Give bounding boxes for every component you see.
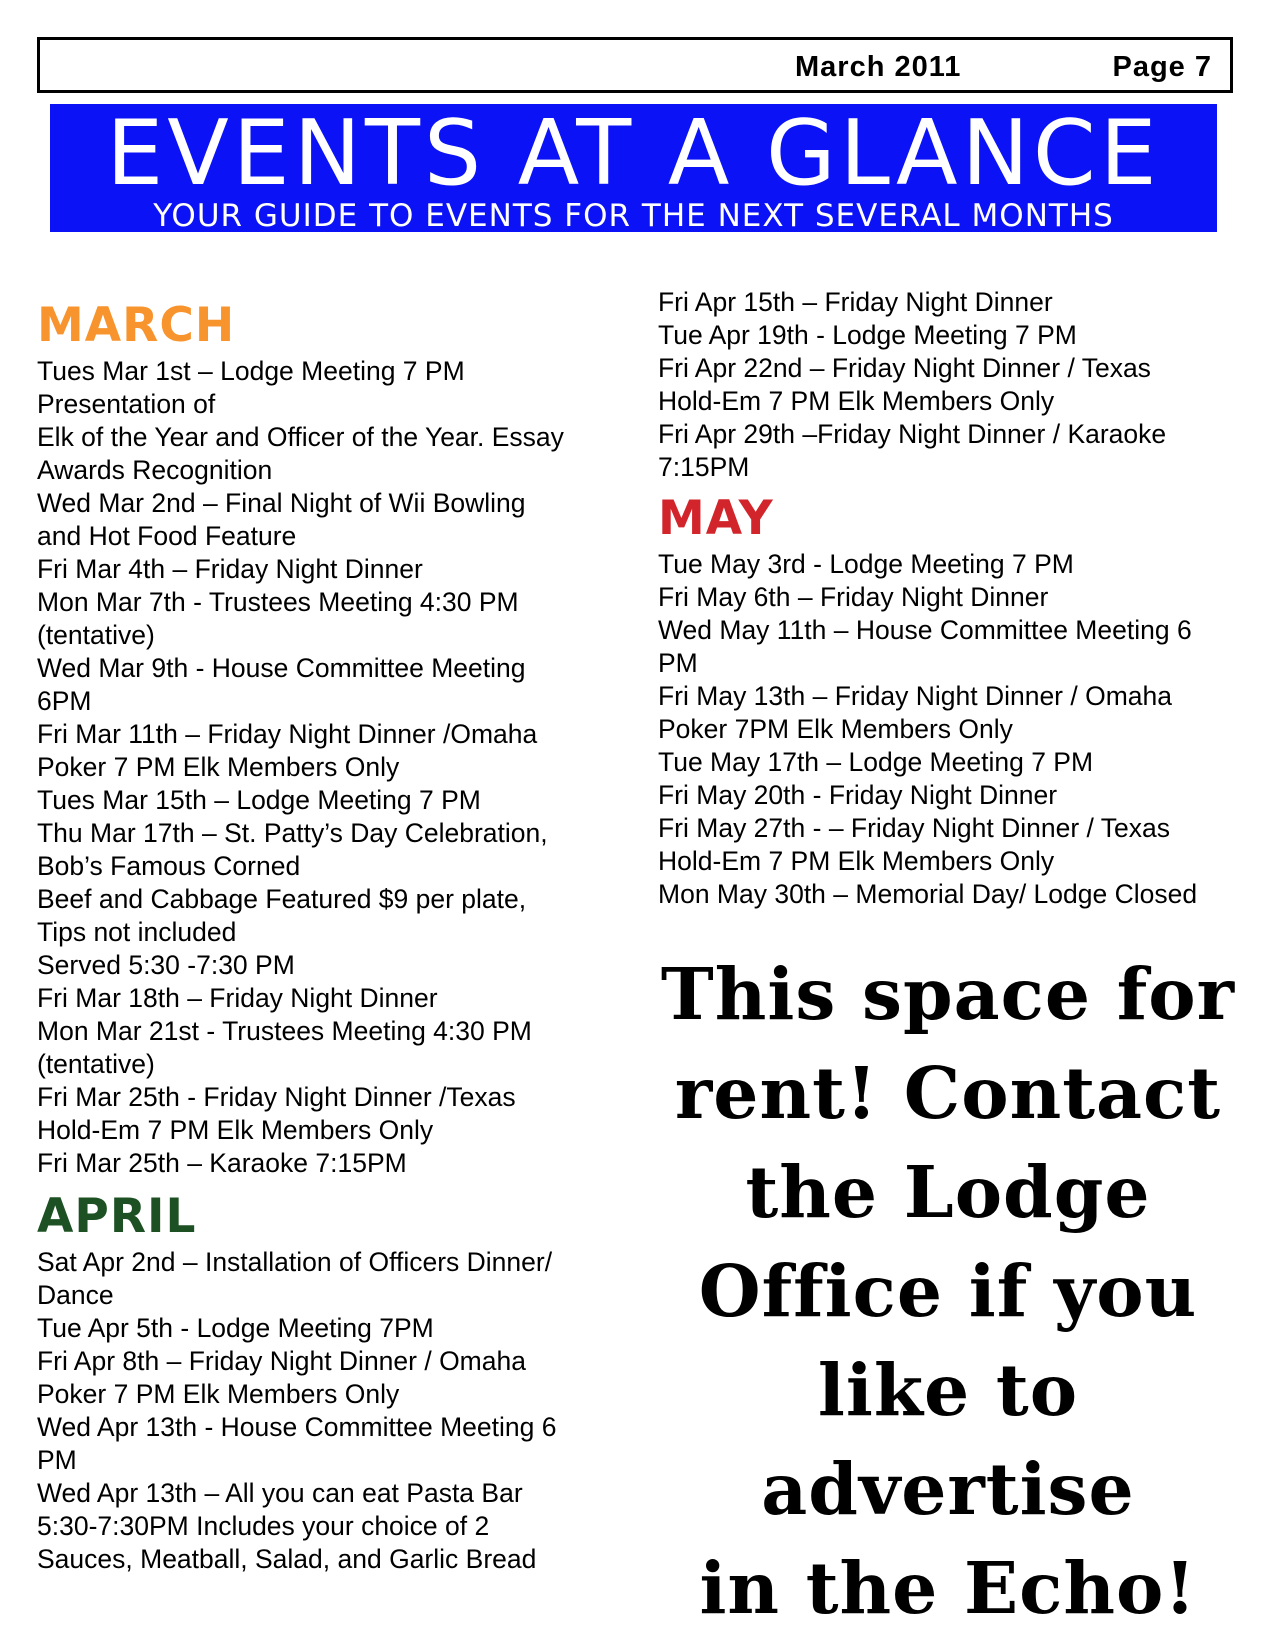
march-event-line: Poker 7 PM Elk Members Only bbox=[37, 752, 400, 782]
may-event-line: Fri May 27th - – Friday Night Dinner / Texas bbox=[658, 813, 1171, 843]
march-event-line: Tues Mar 1st – Lodge Meeting 7 PM bbox=[37, 356, 465, 386]
march-event-line: Elk of the Year and Officer of the Year. Essay bbox=[37, 422, 564, 452]
april-events-continued bbox=[658, 286, 1258, 484]
march-event-line: Mon Mar 21st - Trustees Meeting 4:30 PM bbox=[37, 1016, 532, 1046]
banner-subtitle: YOUR GUIDE TO EVENTS FOR THE NEXT SEVERAL MONTHS bbox=[153, 198, 1114, 232]
march-event-line: Presentation of bbox=[37, 389, 216, 419]
may-event-line: Poker 7PM Elk Members Only bbox=[658, 714, 1013, 744]
left-column bbox=[37, 297, 637, 1576]
april-events bbox=[37, 1246, 637, 1576]
march-event-line: Fri Mar 25th - Friday Night Dinner /Texas bbox=[37, 1082, 516, 1112]
may-event-line: Tue May 3rd - Lodge Meeting 7 PM bbox=[658, 549, 1074, 579]
may-event-line: PM bbox=[658, 648, 698, 678]
month-heading-march: MARCH bbox=[37, 298, 236, 353]
april-event-line: Hold-Em 7 PM Elk Members Only bbox=[658, 386, 1055, 416]
march-event-line: Fri Mar 18th – Friday Night Dinner bbox=[37, 983, 438, 1013]
march-event-line: 6PM bbox=[37, 686, 92, 716]
march-event-line: (tentative) bbox=[37, 620, 155, 650]
right-column bbox=[658, 286, 1258, 911]
month-heading-may: MAY bbox=[658, 491, 774, 546]
may-event-line: Mon May 30th – Memorial Day/ Lodge Closed bbox=[658, 879, 1198, 909]
ad-line: the Lodge bbox=[745, 1150, 1151, 1234]
month-heading-april: APRIL bbox=[37, 1189, 197, 1244]
march-event-line: Beef and Cabbage Featured $9 per plate, bbox=[37, 884, 527, 914]
april-event-line: 5:30-7:30PM Includes your choice of 2 bbox=[37, 1511, 490, 1541]
may-event-line: Fri May 20th - Friday Night Dinner bbox=[658, 780, 1058, 810]
ad-line: in the Echo! bbox=[699, 1546, 1197, 1630]
march-event-line: Wed Mar 9th - House Committee Meeting bbox=[37, 653, 526, 683]
may-event-line: Fri May 6th – Friday Night Dinner bbox=[658, 582, 1049, 612]
march-event-line: Bob’s Famous Corned bbox=[37, 851, 301, 881]
march-events bbox=[37, 355, 637, 1180]
march-event-line: Mon Mar 7th - Trustees Meeting 4:30 PM bbox=[37, 587, 519, 617]
page-header bbox=[37, 37, 1233, 93]
march-event-line: Fri Mar 11th – Friday Night Dinner /Omaha bbox=[37, 719, 538, 749]
banner-title: EVENTS AT A GLANCE bbox=[106, 104, 1161, 206]
april-event-line: Fri Apr 22nd – Friday Night Dinner / Texas bbox=[658, 353, 1151, 383]
april-event-line: Poker 7 PM Elk Members Only bbox=[37, 1379, 400, 1409]
march-event-line: Thu Mar 17th – St. Patty’s Day Celebration, bbox=[37, 818, 548, 848]
ad-line: like to advertise bbox=[761, 1348, 1135, 1531]
march-event-line: Awards Recognition bbox=[37, 455, 273, 485]
ad-line: This space for bbox=[660, 952, 1236, 1036]
april-event-line: Sauces, Meatball, Salad, and Garlic Bread bbox=[37, 1544, 537, 1574]
april-event-line: Fri Apr 29th –Friday Night Dinner / Karaoke bbox=[658, 419, 1167, 449]
march-event-line: (tentative) bbox=[37, 1049, 155, 1079]
april-event-line: Sat Apr 2nd – Installation of Officers Dinner/ bbox=[37, 1247, 553, 1277]
ad-line: Office if you bbox=[698, 1249, 1198, 1333]
april-event-line: Tue Apr 19th - Lodge Meeting 7 PM bbox=[658, 320, 1077, 350]
march-event-line: Served 5:30 -7:30 PM bbox=[37, 950, 295, 980]
april-event-line: Fri Apr 15th – Friday Night Dinner bbox=[658, 287, 1053, 317]
march-event-line: Hold-Em 7 PM Elk Members Only bbox=[37, 1115, 434, 1145]
april-event-line: Wed Apr 13th – All you can eat Pasta Bar bbox=[37, 1478, 523, 1508]
march-event-line: Fri Mar 25th – Karaoke 7:15PM bbox=[37, 1148, 407, 1178]
march-event-line: and Hot Food Feature bbox=[37, 521, 297, 551]
april-event-line: Dance bbox=[37, 1280, 114, 1310]
may-event-line: Fri May 13th – Friday Night Dinner / Omaha bbox=[658, 681, 1172, 711]
page-number: Page 7 bbox=[1112, 51, 1212, 83]
march-event-line: Tips not included bbox=[37, 917, 237, 947]
april-event-line: Wed Apr 13th - House Committee Meeting 6 bbox=[37, 1412, 557, 1442]
march-event-line: Tues Mar 15th – Lodge Meeting 7 PM bbox=[37, 785, 481, 815]
march-event-line: Wed Mar 2nd – Final Night of Wii Bowling bbox=[37, 488, 526, 518]
ad-line: rent! Contact bbox=[674, 1051, 1222, 1135]
may-events bbox=[658, 548, 1258, 911]
april-event-line: Fri Apr 8th – Friday Night Dinner / Omaha bbox=[37, 1346, 526, 1376]
events-banner bbox=[50, 104, 1217, 232]
may-event-line: Tue May 17th – Lodge Meeting 7 PM bbox=[658, 747, 1094, 777]
issue-date: March 2011 bbox=[795, 51, 962, 83]
advertisement-block bbox=[648, 945, 1248, 1638]
march-event-line: Fri Mar 4th – Friday Night Dinner bbox=[37, 554, 423, 584]
april-event-line: PM bbox=[37, 1445, 77, 1475]
may-event-line: Wed May 11th – House Committee Meeting 6 bbox=[658, 615, 1192, 645]
may-event-line: Hold-Em 7 PM Elk Members Only bbox=[658, 846, 1055, 876]
april-event-line: 7:15PM bbox=[658, 452, 750, 482]
april-event-line: Tue Apr 5th - Lodge Meeting 7PM bbox=[37, 1313, 434, 1343]
